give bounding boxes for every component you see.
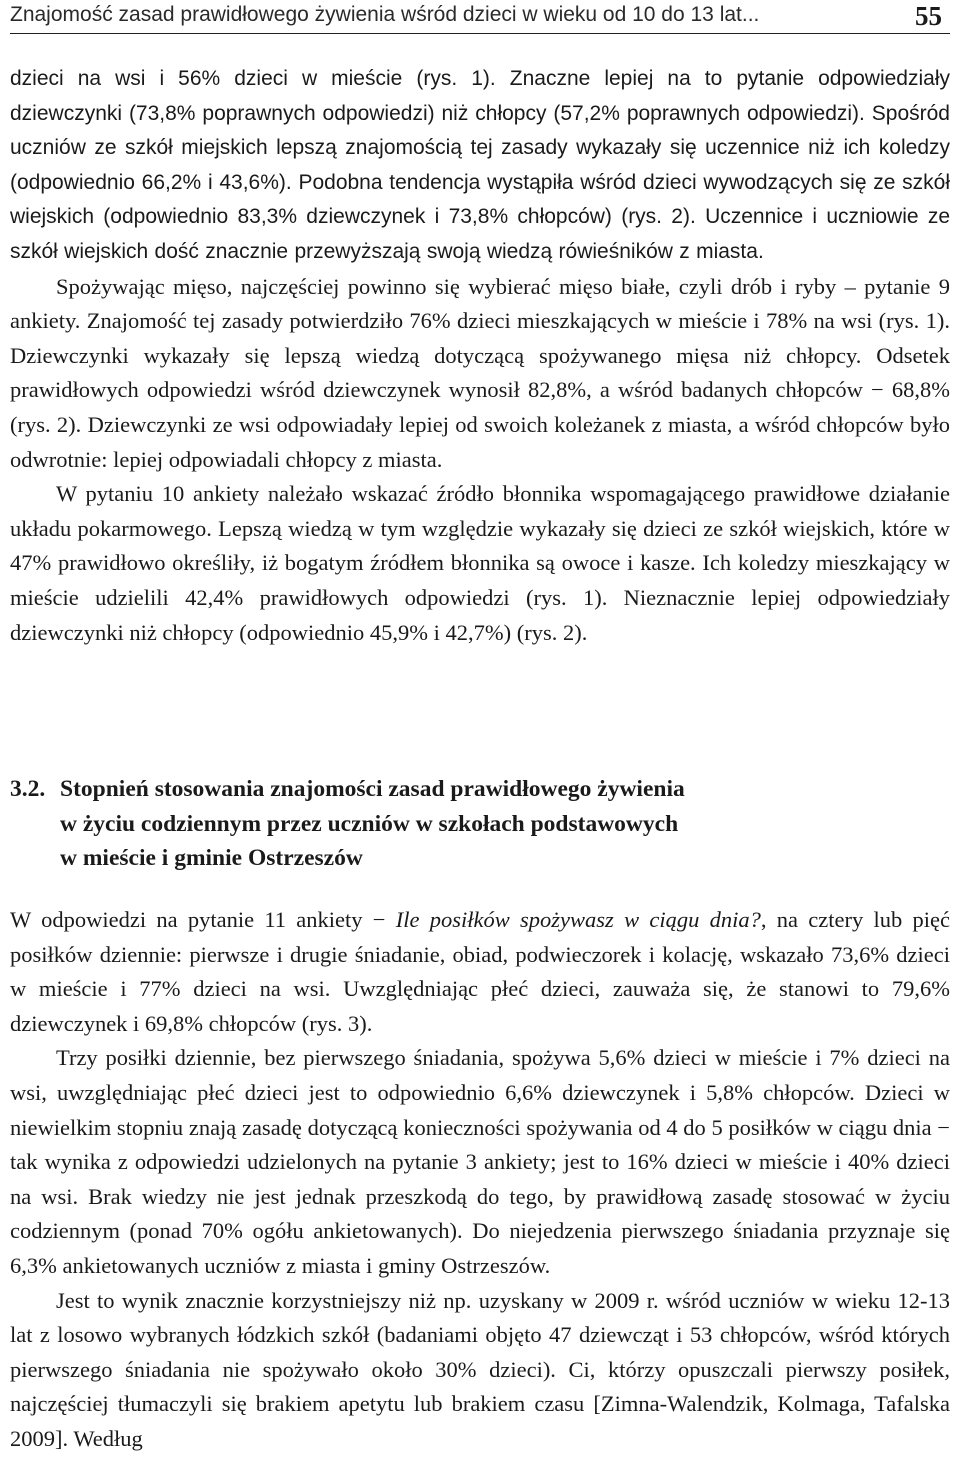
paragraph-three-meals: Trzy posiłki dziennie, bez pierwszego śniadania, spożywa 5,6% dzieci w mieście i 7% dzieci na wsi, uwzględniając płeć dzieci jest to odpowiednio 6,6% dziewczynek i 5,8% chłopców. Dzieci w niewielkim stopniu znają zasadę dotyczącą konieczności spożywania od 4 do 5 posiłków w ciągu dnia − tak wynika z odpowiedzi udzielonych na pytanie 3 ankiety; jest to 16% dzieci w mieście i 40% dzieci na wsi. Brak wiedzy nie jest jednak przeszkodą do tego, by prawidłową zasadę stosować w życiu codziennym (ponad 70% ogółu ankietowanych). Do niejedzenia pierwszego śniadania przyznaje się 6,3% ankietowanych uczniów z miasta i gminy Ostrzeszów.	[10, 1045, 950, 1278]
page-number: 55	[915, 1, 942, 31]
header-rule	[10, 33, 950, 34]
section-title-line-2: w życiu codziennym przez uczniów w szkołach podstawowych	[60, 810, 679, 837]
section-heading	[10, 772, 950, 876]
section-number: 3.2.	[10, 776, 46, 802]
survey-question: Ile posiłków spożywasz w ciągu dnia?	[395, 907, 761, 932]
document-page	[10, 0, 950, 1474]
paragraph-meals-count	[10, 903, 950, 1041]
paragraph-text: , na cztery lub pięć posiłków dziennie: pierwsze i drugie śniadanie, obiad, podwieczorek i kolację, wskazało 73,6% dzieci w mieście i 77% dzieci na wsi. Uwzględniając płeć dzieci, zauważa się, że stanowi to 79,6% dziewczynek i 69,8% chłopców (rys. 3).	[10, 907, 950, 1036]
section-title-line-3: w mieście i gminie Ostrzeszów	[60, 845, 363, 872]
paragraph-meat: Spożywając mięso, najczęściej powinno się wybierać mięso białe, czyli drób i ryby – pytanie 9 ankiety. Znajomość tej zasady potwierdziło 76% dzieci mieszkających w mieście i 78% na wsi (rys. 1). Dziewczynki wykazały się lepszą wiedzą dotyczącą spożywanego mięsa niż chłopcy. Odsetek prawidłowych odpowiedzi wśród dziewczynek wynosił 82,8%, a wśród badanych chłopców − 68,8% (rys. 2). Dziewczynki ze wsi odpowiadały lepiej od swoich koleżanek z miasta, a wśród chłopców było odwrotnie: lepiej odpowiadali chłopcy z miasta.	[10, 273, 950, 472]
running-title: Znajomość zasad prawidłowego żywienia wśród dzieci w wieku od 10 do 13 lat...	[10, 3, 760, 26]
paragraph-text: W odpowiedzi na pytanie 11 ankiety −	[10, 907, 396, 932]
paragraph-fiber: W pytaniu 10 ankiety należało wskazać źródło błonnika wspomagającego prawidłowe działanie układu pokarmowego. Lepszą wiedzą w tym względzie wykazały się dzieci ze szkół wiejskich, które w 47% prawidłowo określiły, iż bogatym źródłem błonnika są owoce i kasze. Ich koledzy mieszkający w mieście udzielili 42,4% prawidłowych odpowiedzi (rys. 1). Nieznacznie lepiej odpowiedziały dziewczynki niż chłopcy (odpowiednio 45,9% i 42,7%) (rys. 2).	[10, 481, 950, 645]
paragraph-comparison: Jest to wynik znacznie korzystniejszy niż np. uzyskany w 2009 r. wśród uczniów w wieku 12-13 lat z losowo wybranych łódzkich szkół (badaniami objęto 47 dziewcząt i 53 chłopców, wśród których pierwszego śniadania nie spożywało około 30% dzieci). Ci, którzy opuszczali pierwszy posiłek, najczęściej tłumaczyli się brakiem apetytu lub brakiem czasu [Zimna-Walendzik, Kolmaga, Tafalska 2009]. Według	[10, 1287, 950, 1451]
running-header	[10, 0, 950, 34]
body-text-upper	[10, 62, 950, 650]
body-text-lower	[10, 903, 950, 1457]
section-title-line-1: Stopnień stosowania znajomości zasad prawidłowego żywienia	[60, 776, 685, 802]
paragraph-continuation: dzieci na wsi i 56% dzieci w mieście (rys. 1). Znaczne lepiej na to pytanie odpowiedziały dziewczynki (73,8% poprawnych odpowiedzi) niż chłopcy (57,2% poprawnych odpowiedzi). Spośród uczniów ze szkół miejskich lepszą znajomością tej zasady wykazały się uczennice niż ich koledzy (odpowiednio 66,2% i 43,6%). Podobna tendencja wystąpiła wśród dzieci wywodzących się ze szkół wiejskich (odpowiednio 83,3% dziewczynek i 73,8% chłopców) (rys. 2). Uczennice i uczniowie ze szkół wiejskich dość znacznie przewyższają swoją wiedzą rówieśników z miasta.	[10, 67, 950, 263]
